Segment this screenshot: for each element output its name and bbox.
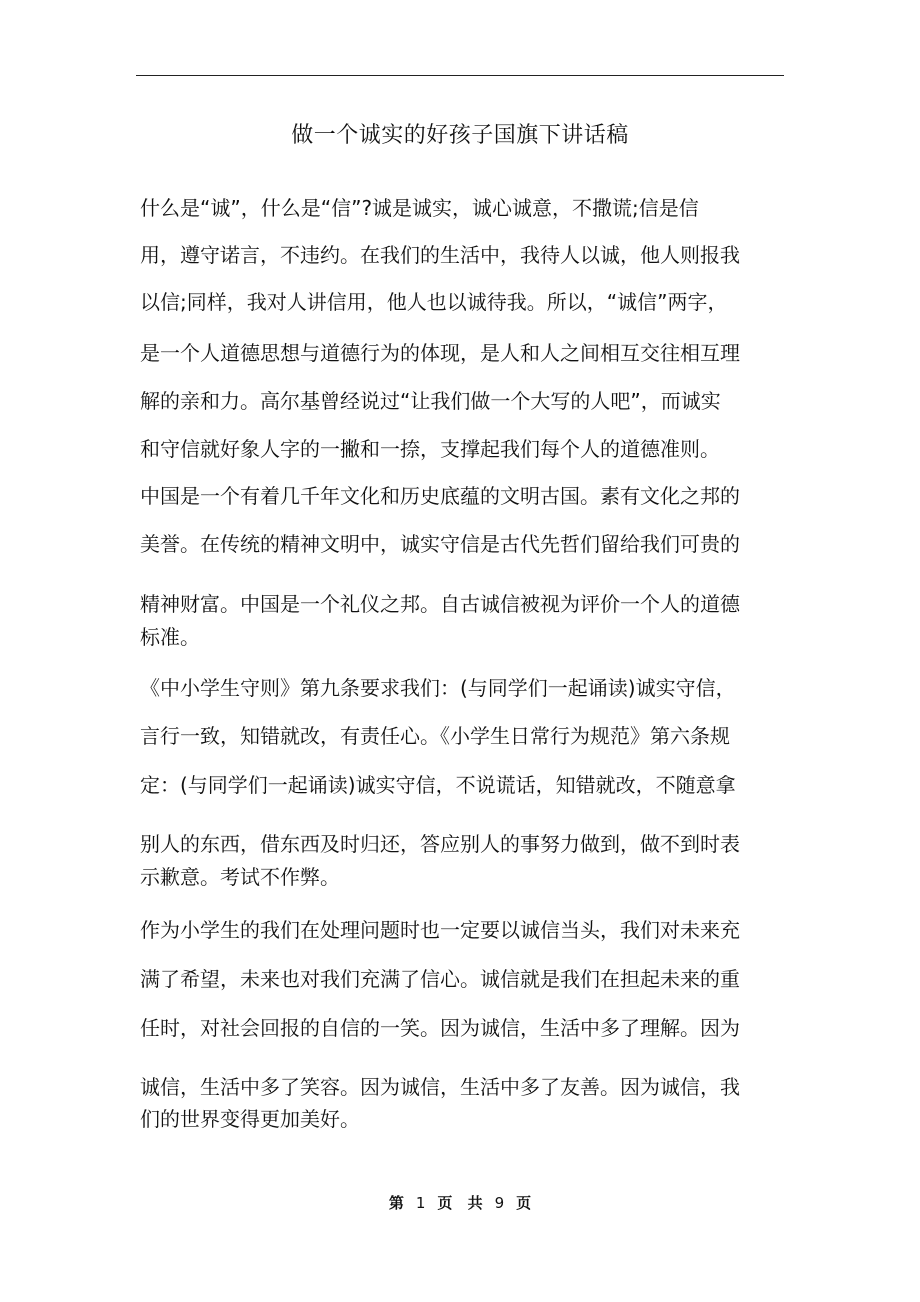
footer-middle: 页 共 [437, 1194, 483, 1212]
text-line: 什么是“诚”，什么是“信”?诚是诚实，诚心诚意，不撒谎;信是信 [140, 196, 699, 220]
text-line: 和守信就好象人字的一撇和一捺，支撑起我们每个人的道德准则。 [140, 437, 720, 461]
text-line: 任时，对社会回报的自信的一笑。因为诚信，生活中多了理解。因为 [140, 1016, 740, 1040]
document-title: 做一个诚实的好孩子国旗下讲话稿 [291, 123, 629, 148]
text-line: 以信;同样，我对人讲信用，他人也以诚待我。所以，“诚信”两字， [140, 290, 728, 314]
text-line: 别人的东西，借东西及时归还，答应别人的事努力做到，做不到时表 [140, 832, 740, 856]
text-line: 诚信，生活中多了笑容。因为诚信，生活中多了友善。因为诚信，我 [140, 1075, 740, 1099]
current-page-number: 1 [415, 1194, 426, 1212]
text-line: 《中小学生守则》第九条要求我们：(与同学们一起诵读)诚实守信， [140, 676, 736, 700]
text-line: 精神财富。中国是一个礼仪之邦。自古诚信被视为评价一个人的道德 [140, 592, 740, 616]
text-line: 满了希望，未来也对我们充满了信心。诚信就是我们在担起未来的重 [140, 967, 740, 991]
total-pages-number: 9 [494, 1194, 505, 1212]
text-line: 是一个人道德思想与道德行为的体现，是人和人之间相互交往相互理 [140, 341, 740, 365]
text-line: 示歉意。考试不作弊。 [140, 865, 340, 889]
text-line: 定：(与同学们一起诵读)诚实守信，不说谎话，知错就改，不随意拿 [140, 773, 736, 797]
footer-prefix: 第 [388, 1194, 404, 1212]
text-line: 解的亲和力。高尔基曾经说过“让我们做一个大写的人吧”，而诚实 [140, 389, 721, 413]
text-line: 言行一致，知错就改，有责任心。《小学生日常行为规范》第六条规 [140, 724, 730, 748]
text-line: 标准。 [140, 625, 200, 649]
header-rule [136, 75, 784, 76]
text-line: 中国是一个有着几千年文化和历史底蕴的文明古国。素有文化之邦的 [140, 484, 740, 508]
text-line: 们的世界变得更加美好。 [140, 1107, 360, 1131]
text-line: 作为小学生的我们在处理问题时也一定要以诚信当头，我们对未来充 [140, 918, 740, 942]
text-line: 用，遵守诺言，不违约。在我们的生活中，我待人以诚，他人则报我 [140, 243, 740, 267]
text-line: 美誉。在传统的精神文明中，诚实守信是古代先哲们留给我们可贵的 [140, 532, 740, 556]
footer-suffix: 页 [516, 1194, 532, 1212]
page-footer [0, 1192, 920, 1213]
